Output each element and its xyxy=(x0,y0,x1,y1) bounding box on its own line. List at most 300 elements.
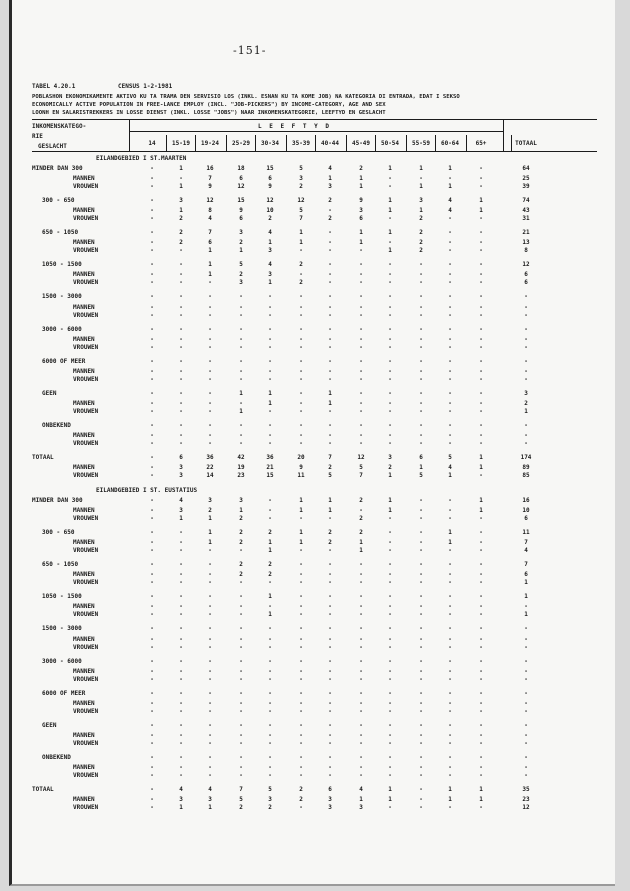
column-header: 40-44 xyxy=(320,140,340,147)
table-cell: - xyxy=(239,771,243,779)
table-cell: 2 xyxy=(328,529,332,537)
table-cell: - xyxy=(448,571,452,579)
table-cell: - xyxy=(448,431,452,439)
table-cell: 1 xyxy=(179,165,183,172)
table-cell: - xyxy=(388,579,392,587)
table-cell: 11 xyxy=(297,472,305,479)
table-cell: - xyxy=(208,603,212,611)
table-cell: - xyxy=(359,325,363,333)
table-cell: - xyxy=(388,357,392,365)
table-cell: 6 xyxy=(524,571,528,579)
table-cell: - xyxy=(388,763,392,771)
table-cell: - xyxy=(479,731,483,739)
table-cell: - xyxy=(448,335,452,343)
table-cell: 12 xyxy=(237,183,245,191)
table-cell: - xyxy=(179,603,183,611)
table-cell: - xyxy=(448,643,452,651)
table-cell: 22 xyxy=(206,464,214,471)
row-label-income: 3000 - 6000 xyxy=(42,325,82,333)
column-header: 35-39 xyxy=(291,140,311,147)
table-cell: 2 xyxy=(268,561,272,569)
table-cell: - xyxy=(179,571,183,579)
table-cell: - xyxy=(150,763,154,771)
table-cell: 2 xyxy=(239,804,243,811)
table-cell: - xyxy=(388,175,392,183)
table-cell: 4 xyxy=(179,497,183,504)
table-cell: 3 xyxy=(328,796,332,803)
row-label-sex: VROUWEN xyxy=(73,579,99,587)
table-cell: - xyxy=(419,753,423,761)
title-line-dutch: LOONH EN SALARISTREKKERS IN LOSSE DIENST (INKL. LOSSE "JOBS") NAAR INKOMENSKATEGORIE, LEEFTYD EN GESLACHT xyxy=(32,110,386,116)
table-cell: - xyxy=(150,731,154,739)
table-cell: - xyxy=(388,279,392,287)
table-cell: 1 xyxy=(268,399,272,407)
table-cell: - xyxy=(479,247,483,255)
table-cell: - xyxy=(388,625,392,633)
table-cell: - xyxy=(479,271,483,279)
table-cell: - xyxy=(239,439,243,447)
row-label-sex: MANNEN xyxy=(73,796,95,803)
table-cell: - xyxy=(419,571,423,579)
table-cell: 1 xyxy=(479,453,483,461)
table-cell: 1 xyxy=(328,389,332,397)
table-cell: - xyxy=(299,515,303,523)
table-cell: - xyxy=(179,399,183,407)
table-cell: - xyxy=(388,699,392,707)
row-label-income: GEEN xyxy=(42,721,57,729)
table-cell: - xyxy=(479,293,483,301)
table-cell: 1 xyxy=(419,165,423,172)
table-cell: - xyxy=(150,507,154,515)
table-cell: - xyxy=(388,739,392,747)
table-cell: - xyxy=(299,625,303,633)
table-cell: - xyxy=(208,279,212,287)
table-cell: - xyxy=(179,547,183,555)
table-cell: - xyxy=(328,247,332,255)
table-cell: - xyxy=(448,707,452,715)
table-cell: - xyxy=(268,699,272,707)
table-cell: - xyxy=(150,721,154,729)
table-cell: 12 xyxy=(266,197,274,205)
table-cell: - xyxy=(150,439,154,447)
table-cell: - xyxy=(419,547,423,555)
table-cell: - xyxy=(419,657,423,665)
table-cell: - xyxy=(419,611,423,619)
table-cell: 9 xyxy=(208,183,212,191)
table-cell: - xyxy=(524,303,528,311)
row-label-income: MINDER DAN 300 xyxy=(32,165,83,172)
table-cell: 1 xyxy=(299,239,303,247)
table-cell: - xyxy=(299,407,303,415)
table-cell: - xyxy=(388,707,392,715)
table-cell: - xyxy=(328,593,332,601)
table-cell: 2 xyxy=(239,515,243,523)
table-cell: 2 xyxy=(239,561,243,569)
table-cell: - xyxy=(448,279,452,287)
table-cell: - xyxy=(179,611,183,619)
row-label-sex: MANNEN xyxy=(73,399,95,407)
table-cell: - xyxy=(268,293,272,301)
table-cell: - xyxy=(419,279,423,287)
table-cell: - xyxy=(150,165,154,172)
table-cell: - xyxy=(448,175,452,183)
table-cell: - xyxy=(299,303,303,311)
table-cell: - xyxy=(179,539,183,547)
table-cell: - xyxy=(479,515,483,523)
row-label-sex: VROUWEN xyxy=(73,739,99,747)
table-cell: - xyxy=(524,771,528,779)
table-cell: 7 xyxy=(208,175,212,183)
table-cell: - xyxy=(328,721,332,729)
table-cell: 1 xyxy=(479,197,483,205)
table-cell: 2 xyxy=(328,464,332,471)
table-cell: 3 xyxy=(359,804,363,811)
table-cell: - xyxy=(524,325,528,333)
table-cell: - xyxy=(359,389,363,397)
table-cell: 3 xyxy=(524,389,528,397)
table-cell: - xyxy=(150,293,154,301)
table-cell: - xyxy=(179,407,183,415)
table-cell: - xyxy=(179,771,183,779)
table-cell: - xyxy=(388,421,392,429)
table-cell: - xyxy=(448,731,452,739)
table-cell: - xyxy=(448,603,452,611)
table-cell: 3 xyxy=(388,453,392,461)
row-label-sex: VROUWEN xyxy=(73,407,99,415)
table-cell: - xyxy=(479,239,483,247)
table-cell: - xyxy=(359,611,363,619)
table-cell: 3 xyxy=(179,796,183,803)
table-cell: - xyxy=(150,343,154,351)
table-cell: 1 xyxy=(208,529,212,537)
table-cell: 1 xyxy=(239,389,243,397)
table-cell: - xyxy=(150,375,154,383)
table-cell: - xyxy=(208,439,212,447)
table-cell: - xyxy=(328,207,332,215)
table-cell: - xyxy=(299,247,303,255)
table-cell: - xyxy=(524,625,528,633)
row-label-sex: MANNEN xyxy=(73,239,95,247)
table-cell: - xyxy=(299,731,303,739)
table-cell: 2 xyxy=(208,507,212,515)
table-cell: 1 xyxy=(268,593,272,601)
row-label-sex: VROUWEN xyxy=(73,183,99,191)
table-cell: - xyxy=(299,421,303,429)
table-cell: 9 xyxy=(359,197,363,205)
table-cell: 1 xyxy=(448,165,452,172)
table-cell: 2 xyxy=(268,571,272,579)
table-cell: 7 xyxy=(328,453,332,461)
table-cell: - xyxy=(150,539,154,547)
row-label-sex: MANNEN xyxy=(73,507,95,515)
header-sex: GESLACHT xyxy=(38,143,67,150)
table-cell: 1 xyxy=(299,497,303,504)
table-cell: 1 xyxy=(328,175,332,183)
table-cell: - xyxy=(388,611,392,619)
table-cell: 16 xyxy=(522,497,530,504)
table-cell: - xyxy=(179,335,183,343)
row-label-income: GEEN xyxy=(42,389,57,397)
table-cell: - xyxy=(150,689,154,697)
table-cell: - xyxy=(299,667,303,675)
table-cell: - xyxy=(268,753,272,761)
table-cell: 1 xyxy=(268,611,272,619)
table-cell: - xyxy=(388,657,392,665)
table-cell: 36 xyxy=(206,453,214,461)
table-cell: - xyxy=(299,699,303,707)
table-cell: 1 xyxy=(419,207,423,215)
table-cell: - xyxy=(208,657,212,665)
table-cell: 6 xyxy=(239,215,243,223)
table-cell: - xyxy=(150,407,154,415)
table-cell: - xyxy=(179,593,183,601)
table-cell: - xyxy=(239,721,243,729)
row-label-income: 1500 - 3000 xyxy=(42,625,82,633)
table-cell: - xyxy=(359,731,363,739)
table-cell: - xyxy=(150,675,154,683)
table-cell: 2 xyxy=(524,399,528,407)
table-cell: - xyxy=(299,375,303,383)
table-cell: - xyxy=(419,497,423,504)
table-cell: - xyxy=(448,407,452,415)
table-cell: - xyxy=(388,753,392,761)
table-cell: - xyxy=(268,515,272,523)
table-cell: - xyxy=(388,239,392,247)
table-cell: - xyxy=(150,547,154,555)
table-cell: - xyxy=(208,311,212,319)
table-cell: - xyxy=(524,689,528,697)
table-cell: - xyxy=(179,689,183,697)
table-cell: - xyxy=(268,739,272,747)
table-cell: - xyxy=(150,472,154,479)
table-cell: 36 xyxy=(266,453,274,461)
table-cell: - xyxy=(208,421,212,429)
table-cell: - xyxy=(448,375,452,383)
table-cell: - xyxy=(239,643,243,651)
table-cell: - xyxy=(419,561,423,569)
table-cell: - xyxy=(239,431,243,439)
table-cell: - xyxy=(299,611,303,619)
table-cell: - xyxy=(479,689,483,697)
table-cell: - xyxy=(448,771,452,779)
table-cell: - xyxy=(479,303,483,311)
table-cell: - xyxy=(479,229,483,237)
table-cell: - xyxy=(208,771,212,779)
table-cell: - xyxy=(268,507,272,515)
table-cell: - xyxy=(179,247,183,255)
table-cell: - xyxy=(299,547,303,555)
table-cell: - xyxy=(328,343,332,351)
table-cell: - xyxy=(479,399,483,407)
column-header: 25-29 xyxy=(231,140,251,147)
table-cell: - xyxy=(328,335,332,343)
table-cell: - xyxy=(388,293,392,301)
table-cell: - xyxy=(150,335,154,343)
table-cell: - xyxy=(359,579,363,587)
column-header: 15-19 xyxy=(171,140,191,147)
table-cell: - xyxy=(208,571,212,579)
table-cell: - xyxy=(388,431,392,439)
table-cell: - xyxy=(524,731,528,739)
table-cell: 2 xyxy=(179,215,183,223)
table-cell: - xyxy=(179,375,183,383)
table-cell: - xyxy=(208,611,212,619)
table-cell: - xyxy=(479,603,483,611)
row-label-sex: VROUWEN xyxy=(73,215,99,223)
table-cell: - xyxy=(448,547,452,555)
table-cell: - xyxy=(448,625,452,633)
row-label-sex: VROUWEN xyxy=(73,771,99,779)
table-cell: - xyxy=(359,771,363,779)
column-divider xyxy=(226,135,227,151)
table-cell: - xyxy=(479,561,483,569)
table-cell: - xyxy=(479,625,483,633)
table-cell: 20 xyxy=(297,453,305,461)
table-cell: 2 xyxy=(388,464,392,471)
table-cell: - xyxy=(448,389,452,397)
table-cell: - xyxy=(448,753,452,761)
table-cell: - xyxy=(150,699,154,707)
table-cell: - xyxy=(150,603,154,611)
table-cell: - xyxy=(239,367,243,375)
table-cell: - xyxy=(524,357,528,365)
column-header: TOTAAL xyxy=(515,140,537,147)
table-cell: - xyxy=(419,335,423,343)
table-cell: - xyxy=(328,515,332,523)
table-cell: - xyxy=(239,303,243,311)
table-cell: - xyxy=(328,657,332,665)
table-cell: 3 xyxy=(179,464,183,471)
table-cell: - xyxy=(268,763,272,771)
table-cell: 11 xyxy=(522,529,530,537)
table-cell: - xyxy=(299,439,303,447)
table-cell: 85 xyxy=(522,472,530,479)
table-cell: - xyxy=(419,311,423,319)
table-cell: - xyxy=(268,731,272,739)
table-cell: - xyxy=(419,603,423,611)
table-cell: 12 xyxy=(522,804,530,811)
table-cell: - xyxy=(524,421,528,429)
table-cell: - xyxy=(179,367,183,375)
table-cell: - xyxy=(359,375,363,383)
table-cell: 1 xyxy=(268,539,272,547)
table-cell: - xyxy=(150,739,154,747)
table-cell: - xyxy=(150,785,154,793)
table-cell: - xyxy=(524,707,528,715)
table-cell: - xyxy=(359,407,363,415)
table-cell: 1 xyxy=(328,399,332,407)
table-cell: - xyxy=(479,529,483,537)
table-cell: - xyxy=(179,325,183,333)
table-cell: - xyxy=(479,261,483,269)
table-cell: 1 xyxy=(208,261,212,269)
table-cell: - xyxy=(328,421,332,429)
table-cell: - xyxy=(268,357,272,365)
table-cell: - xyxy=(179,561,183,569)
table-cell: - xyxy=(239,635,243,643)
table-cell: - xyxy=(419,175,423,183)
table-cell: - xyxy=(448,343,452,351)
table-cell: - xyxy=(419,303,423,311)
table-cell: - xyxy=(328,261,332,269)
table-cell: - xyxy=(448,675,452,683)
column-divider xyxy=(286,135,287,151)
table-cell: 1 xyxy=(448,785,452,793)
table-cell: - xyxy=(150,667,154,675)
table-cell: - xyxy=(208,731,212,739)
table-cell: 25 xyxy=(522,175,530,183)
table-cell: 3 xyxy=(239,229,243,237)
table-cell: 7 xyxy=(208,229,212,237)
table-cell: 2 xyxy=(268,529,272,537)
table-cell: 1 xyxy=(359,796,363,803)
table-cell: - xyxy=(239,763,243,771)
table-cell: - xyxy=(208,303,212,311)
table-cell: - xyxy=(328,357,332,365)
table-cell: 2 xyxy=(179,229,183,237)
table-cell: 1 xyxy=(179,207,183,215)
table-cell: 1 xyxy=(299,507,303,515)
row-label-income: 300 - 650 xyxy=(42,529,75,537)
table-cell: 1 xyxy=(448,472,452,479)
table-cell: 1 xyxy=(448,529,452,537)
table-cell: - xyxy=(479,611,483,619)
table-cell: 1 xyxy=(479,785,483,793)
table-cell: - xyxy=(359,643,363,651)
table-cell: - xyxy=(239,311,243,319)
table-cell: - xyxy=(524,343,528,351)
table-cell: 6 xyxy=(328,785,332,793)
table-cell: 64 xyxy=(522,165,530,172)
table-cell: 4 xyxy=(179,785,183,793)
table-cell: - xyxy=(299,753,303,761)
table-cell: - xyxy=(359,311,363,319)
column-header: 50-54 xyxy=(380,140,400,147)
table-cell: 2 xyxy=(268,804,272,811)
table-cell: - xyxy=(419,357,423,365)
row-label-income: 650 - 1050 xyxy=(42,229,79,237)
table-cell: - xyxy=(388,561,392,569)
row-label-income: MINDER DAN 300 xyxy=(32,497,83,504)
table-cell: - xyxy=(359,343,363,351)
column-divider xyxy=(406,135,407,151)
table-cell: - xyxy=(268,431,272,439)
row-label-income: TOTAAL xyxy=(32,785,54,793)
table-cell: 1 xyxy=(328,497,332,504)
table-cell: 6 xyxy=(239,175,243,183)
column-divider xyxy=(435,135,436,151)
table-cell: - xyxy=(268,325,272,333)
table-cell: - xyxy=(150,183,154,191)
table-cell: - xyxy=(419,421,423,429)
table-cell: - xyxy=(208,699,212,707)
table-cell: - xyxy=(239,739,243,747)
table-cell: - xyxy=(359,753,363,761)
row-label-income: 6000 OF MEER xyxy=(42,357,86,365)
table-cell: - xyxy=(150,571,154,579)
table-cell: - xyxy=(150,367,154,375)
table-cell: - xyxy=(239,753,243,761)
table-cell: - xyxy=(299,771,303,779)
table-cell: 1 xyxy=(239,507,243,515)
table-cell: 3 xyxy=(268,796,272,803)
table-cell: - xyxy=(239,357,243,365)
table-cell: - xyxy=(479,343,483,351)
table-cell: - xyxy=(179,389,183,397)
table-cell: 15 xyxy=(237,197,245,205)
table-cell: - xyxy=(208,335,212,343)
table-cell: - xyxy=(479,407,483,415)
